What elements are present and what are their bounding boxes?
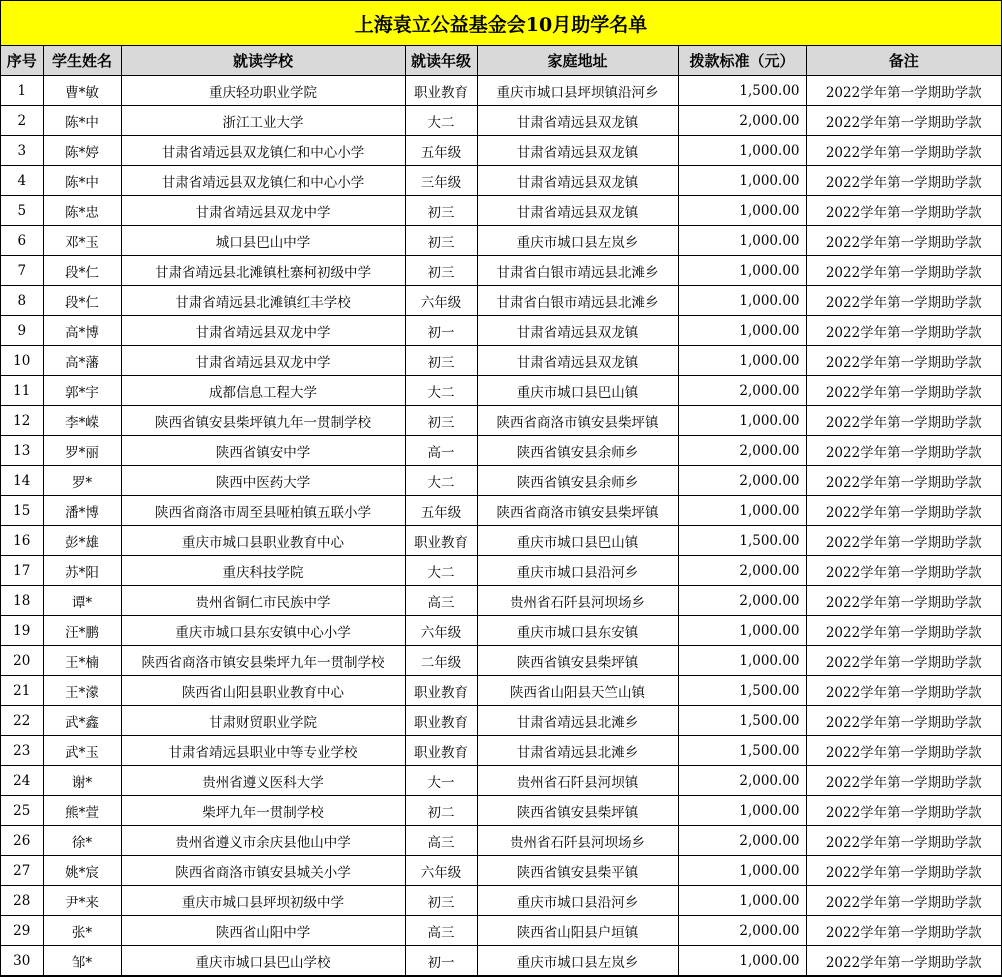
cell-address: 陕西省镇安县柴平镇 [477, 856, 678, 886]
cell-school: 浙江工业大学 [121, 106, 405, 136]
cell-address: 甘肃省靖远县双龙镇 [477, 106, 678, 136]
cell-address: 贵州省石阡县河坝场乡 [477, 826, 678, 856]
cell-grade: 初三 [405, 226, 477, 256]
cell-amount: 2,000.00 [678, 766, 806, 796]
cell-student-name: 李*嵘 [43, 406, 121, 436]
cell-student-name: 潘*博 [43, 496, 121, 526]
cell-note: 2022学年第一学期助学款 [806, 826, 1001, 856]
cell-note: 2022学年第一学期助学款 [806, 856, 1001, 886]
cell-address: 甘肃省靖远县北滩乡 [477, 706, 678, 736]
cell-index: 21 [1, 676, 43, 706]
cell-school: 陕西中医药大学 [121, 466, 405, 496]
cell-grade: 高三 [405, 826, 477, 856]
cell-index: 28 [1, 886, 43, 916]
cell-index: 12 [1, 406, 43, 436]
cell-grade: 高三 [405, 586, 477, 616]
cell-address: 甘肃省白银市靖远县北滩乡 [477, 286, 678, 316]
cell-student-name: 陈*中 [43, 166, 121, 196]
cell-school: 陕西省镇安县柴坪镇九年一贯制学校 [121, 406, 405, 436]
table-row [1, 796, 1001, 826]
table-row [1, 826, 1001, 856]
cell-address: 重庆市城口县沿河乡 [477, 556, 678, 586]
cell-index: 16 [1, 526, 43, 556]
cell-student-name: 谭* [43, 586, 121, 616]
cell-amount: 1,000.00 [678, 136, 806, 166]
cell-school: 甘肃省靖远县北滩镇红丰学校 [121, 286, 405, 316]
cell-school: 甘肃省靖远县北滩镇杜寨柯初级中学 [121, 256, 405, 286]
cell-amount: 1,000.00 [678, 316, 806, 346]
cell-note: 2022学年第一学期助学款 [806, 946, 1001, 976]
cell-student-name: 王*濛 [43, 676, 121, 706]
table-row [1, 346, 1001, 376]
cell-student-name: 尹*来 [43, 886, 121, 916]
cell-student-name: 曹*敏 [43, 76, 121, 106]
header-grade: 就读年级 [405, 46, 477, 76]
cell-school: 陕西省山阳中学 [121, 916, 405, 946]
cell-note: 2022学年第一学期助学款 [806, 106, 1001, 136]
cell-index: 7 [1, 256, 43, 286]
header-row [1, 46, 1001, 76]
cell-note: 2022学年第一学期助学款 [806, 796, 1001, 826]
table-row [1, 766, 1001, 796]
cell-student-name: 段*仁 [43, 256, 121, 286]
cell-school: 陕西省镇安中学 [121, 436, 405, 466]
cell-amount: 1,000.00 [678, 856, 806, 886]
table-row [1, 466, 1001, 496]
cell-amount: 2,000.00 [678, 556, 806, 586]
cell-note: 2022学年第一学期助学款 [806, 256, 1001, 286]
cell-student-name: 王*楠 [43, 646, 121, 676]
cell-student-name: 段*仁 [43, 286, 121, 316]
cell-school: 城口县巴山中学 [121, 226, 405, 256]
cell-amount: 2,000.00 [678, 466, 806, 496]
cell-amount: 1,500.00 [678, 706, 806, 736]
table-row [1, 646, 1001, 676]
header-student-name: 学生姓名 [43, 46, 121, 76]
table-row [1, 496, 1001, 526]
cell-address: 甘肃省白银市靖远县北滩乡 [477, 256, 678, 286]
cell-index: 11 [1, 376, 43, 406]
cell-index: 14 [1, 466, 43, 496]
cell-student-name: 郭*宇 [43, 376, 121, 406]
table-row [1, 946, 1001, 976]
cell-note: 2022学年第一学期助学款 [806, 436, 1001, 466]
cell-student-name: 武*鑫 [43, 706, 121, 736]
cell-index: 30 [1, 946, 43, 976]
cell-note: 2022学年第一学期助学款 [806, 496, 1001, 526]
cell-index: 26 [1, 826, 43, 856]
cell-note: 2022学年第一学期助学款 [806, 346, 1001, 376]
header-amount: 拨款标准（元） [678, 46, 806, 76]
cell-school: 陕西省山阳县职业教育中心 [121, 676, 405, 706]
cell-amount: 1,000.00 [678, 286, 806, 316]
cell-index: 23 [1, 736, 43, 766]
table-row [1, 166, 1001, 196]
cell-index: 1 [1, 76, 43, 106]
cell-note: 2022学年第一学期助学款 [806, 406, 1001, 436]
cell-index: 25 [1, 796, 43, 826]
cell-grade: 初二 [405, 796, 477, 826]
cell-address: 重庆市城口县东安镇 [477, 616, 678, 646]
cell-address: 甘肃省靖远县北滩乡 [477, 736, 678, 766]
header-address: 家庭地址 [477, 46, 678, 76]
cell-student-name: 陈*婷 [43, 136, 121, 166]
cell-grade: 大二 [405, 376, 477, 406]
cell-grade: 大二 [405, 466, 477, 496]
cell-address: 陕西省镇安县余师乡 [477, 436, 678, 466]
cell-amount: 2,000.00 [678, 376, 806, 406]
cell-student-name: 罗* [43, 466, 121, 496]
cell-student-name: 汪*鹏 [43, 616, 121, 646]
cell-grade: 职业教育 [405, 526, 477, 556]
cell-grade: 初一 [405, 316, 477, 346]
cell-school: 甘肃省靖远县职业中等专业学校 [121, 736, 405, 766]
cell-note: 2022学年第一学期助学款 [806, 196, 1001, 226]
cell-student-name: 姚*宸 [43, 856, 121, 886]
cell-school: 甘肃省靖远县双龙中学 [121, 346, 405, 376]
cell-note: 2022学年第一学期助学款 [806, 316, 1001, 346]
cell-index: 5 [1, 196, 43, 226]
cell-grade: 初三 [405, 196, 477, 226]
cell-note: 2022学年第一学期助学款 [806, 646, 1001, 676]
cell-student-name: 张* [43, 916, 121, 946]
cell-note: 2022学年第一学期助学款 [806, 616, 1001, 646]
cell-address: 甘肃省靖远县双龙镇 [477, 346, 678, 376]
cell-amount: 2,000.00 [678, 586, 806, 616]
cell-note: 2022学年第一学期助学款 [806, 286, 1001, 316]
cell-index: 13 [1, 436, 43, 466]
cell-school: 贵州省铜仁市民族中学 [121, 586, 405, 616]
cell-amount: 1,000.00 [678, 796, 806, 826]
cell-index: 18 [1, 586, 43, 616]
cell-student-name: 苏*阳 [43, 556, 121, 586]
cell-student-name: 邹* [43, 946, 121, 976]
cell-amount: 1,000.00 [678, 226, 806, 256]
table-row [1, 136, 1001, 166]
cell-address: 陕西省镇安县柴坪镇 [477, 646, 678, 676]
cell-student-name: 罗*丽 [43, 436, 121, 466]
table-row [1, 316, 1001, 346]
cell-address: 贵州省石阡县河坝镇 [477, 766, 678, 796]
cell-note: 2022学年第一学期助学款 [806, 916, 1001, 946]
cell-address: 陕西省镇安县柴坪镇 [477, 796, 678, 826]
cell-note: 2022学年第一学期助学款 [806, 676, 1001, 706]
table-row [1, 706, 1001, 736]
cell-index: 4 [1, 166, 43, 196]
cell-amount: 1,000.00 [678, 166, 806, 196]
cell-grade: 初三 [405, 886, 477, 916]
cell-note: 2022学年第一学期助学款 [806, 136, 1001, 166]
cell-index: 10 [1, 346, 43, 376]
cell-amount: 1,000.00 [678, 616, 806, 646]
cell-amount: 1,500.00 [678, 736, 806, 766]
cell-index: 19 [1, 616, 43, 646]
table-row [1, 526, 1001, 556]
cell-school: 甘肃省靖远县双龙镇仁和中心小学 [121, 166, 405, 196]
cell-index: 22 [1, 706, 43, 736]
cell-school: 柴坪九年一贯制学校 [121, 796, 405, 826]
cell-note: 2022学年第一学期助学款 [806, 736, 1001, 766]
cell-school: 重庆市城口县东安镇中心小学 [121, 616, 405, 646]
table-row [1, 736, 1001, 766]
cell-grade: 六年级 [405, 616, 477, 646]
cell-grade: 五年级 [405, 496, 477, 526]
cell-amount: 1,500.00 [678, 676, 806, 706]
cell-index: 2 [1, 106, 43, 136]
table-row [1, 226, 1001, 256]
cell-student-name: 武*玉 [43, 736, 121, 766]
cell-school: 重庆市城口县坪坝初级中学 [121, 886, 405, 916]
cell-index: 29 [1, 916, 43, 946]
table-row [1, 376, 1001, 406]
cell-note: 2022学年第一学期助学款 [806, 466, 1001, 496]
table-row [1, 106, 1001, 136]
cell-student-name: 陈*忠 [43, 196, 121, 226]
sheet-title: 上海袁立公益基金会10月助学名单 [1, 1, 1001, 46]
cell-index: 17 [1, 556, 43, 586]
cell-index: 24 [1, 766, 43, 796]
cell-index: 20 [1, 646, 43, 676]
cell-address: 贵州省石阡县河坝场乡 [477, 586, 678, 616]
cell-amount: 1,000.00 [678, 406, 806, 436]
cell-grade: 大二 [405, 106, 477, 136]
table-row [1, 196, 1001, 226]
student-aid-table [1, 46, 1001, 976]
cell-grade: 初三 [405, 406, 477, 436]
cell-student-name: 高*博 [43, 316, 121, 346]
cell-address: 陕西省镇安县余师乡 [477, 466, 678, 496]
cell-grade: 职业教育 [405, 676, 477, 706]
cell-address: 重庆市城口县左岚乡 [477, 226, 678, 256]
cell-grade: 初三 [405, 346, 477, 376]
cell-note: 2022学年第一学期助学款 [806, 556, 1001, 586]
cell-amount: 1,000.00 [678, 646, 806, 676]
header-note: 备注 [806, 46, 1001, 76]
cell-student-name: 徐* [43, 826, 121, 856]
cell-note: 2022学年第一学期助学款 [806, 886, 1001, 916]
cell-student-name: 陈*中 [43, 106, 121, 136]
table-row [1, 916, 1001, 946]
header-index: 序号 [1, 46, 43, 76]
table-row [1, 556, 1001, 586]
cell-address: 陕西省山阳县户垣镇 [477, 916, 678, 946]
cell-index: 15 [1, 496, 43, 526]
cell-grade: 初三 [405, 256, 477, 286]
table-row [1, 616, 1001, 646]
cell-index: 3 [1, 136, 43, 166]
cell-amount: 1,000.00 [678, 946, 806, 976]
table-row [1, 76, 1001, 106]
table-row [1, 886, 1001, 916]
cell-index: 6 [1, 226, 43, 256]
cell-grade: 五年级 [405, 136, 477, 166]
cell-index: 27 [1, 856, 43, 886]
cell-school: 甘肃财贸职业学院 [121, 706, 405, 736]
table-row [1, 856, 1001, 886]
cell-grade: 大一 [405, 766, 477, 796]
cell-student-name: 邓*玉 [43, 226, 121, 256]
cell-grade: 职业教育 [405, 736, 477, 766]
cell-grade: 六年级 [405, 856, 477, 886]
cell-note: 2022学年第一学期助学款 [806, 376, 1001, 406]
cell-school: 甘肃省靖远县双龙镇仁和中心小学 [121, 136, 405, 166]
cell-note: 2022学年第一学期助学款 [806, 526, 1001, 556]
cell-note: 2022学年第一学期助学款 [806, 586, 1001, 616]
cell-address: 甘肃省靖远县双龙镇 [477, 196, 678, 226]
cell-student-name: 彭*雄 [43, 526, 121, 556]
cell-amount: 1,000.00 [678, 256, 806, 286]
cell-grade: 六年级 [405, 286, 477, 316]
table-row [1, 676, 1001, 706]
header-school: 就读学校 [121, 46, 405, 76]
cell-address: 陕西省山阳县天竺山镇 [477, 676, 678, 706]
cell-school: 贵州省遵义市余庆县他山中学 [121, 826, 405, 856]
cell-amount: 1,000.00 [678, 496, 806, 526]
cell-note: 2022学年第一学期助学款 [806, 166, 1001, 196]
cell-grade: 高一 [405, 436, 477, 466]
cell-grade: 三年级 [405, 166, 477, 196]
cell-amount: 2,000.00 [678, 826, 806, 856]
cell-school: 甘肃省靖远县双龙中学 [121, 316, 405, 346]
cell-address: 重庆市城口县沿河乡 [477, 886, 678, 916]
cell-school: 陕西省商洛市镇安县柴坪九年一贯制学校 [121, 646, 405, 676]
cell-amount: 2,000.00 [678, 436, 806, 466]
cell-grade: 高三 [405, 916, 477, 946]
cell-note: 2022学年第一学期助学款 [806, 766, 1001, 796]
cell-school: 陕西省商洛市镇安县城关小学 [121, 856, 405, 886]
cell-school: 成都信息工程大学 [121, 376, 405, 406]
table-row [1, 256, 1001, 286]
cell-student-name: 高*藩 [43, 346, 121, 376]
cell-grade: 大二 [405, 556, 477, 586]
cell-note: 2022学年第一学期助学款 [806, 76, 1001, 106]
cell-address: 甘肃省靖远县双龙镇 [477, 136, 678, 166]
cell-grade: 初一 [405, 946, 477, 976]
cell-school: 甘肃省靖远县双龙中学 [121, 196, 405, 226]
cell-note: 2022学年第一学期助学款 [806, 706, 1001, 736]
cell-amount: 1,000.00 [678, 886, 806, 916]
cell-grade: 二年级 [405, 646, 477, 676]
cell-amount: 2,000.00 [678, 916, 806, 946]
table-row [1, 586, 1001, 616]
cell-address: 甘肃省靖远县双龙镇 [477, 166, 678, 196]
table-row [1, 436, 1001, 466]
cell-student-name: 熊*萱 [43, 796, 121, 826]
table-row [1, 286, 1001, 316]
cell-address: 重庆市城口县巴山镇 [477, 526, 678, 556]
cell-student-name: 谢* [43, 766, 121, 796]
cell-amount: 1,500.00 [678, 526, 806, 556]
cell-address: 甘肃省靖远县双龙镇 [477, 316, 678, 346]
cell-address: 陕西省商洛市镇安县柴坪镇 [477, 406, 678, 436]
cell-school: 重庆轻功职业学院 [121, 76, 405, 106]
cell-grade: 职业教育 [405, 706, 477, 736]
cell-school: 重庆科技学院 [121, 556, 405, 586]
cell-address: 陕西省商洛市镇安县柴坪镇 [477, 496, 678, 526]
cell-amount: 1,000.00 [678, 196, 806, 226]
cell-note: 2022学年第一学期助学款 [806, 226, 1001, 256]
cell-address: 重庆市城口县坪坝镇沿河乡 [477, 76, 678, 106]
cell-address: 重庆市城口县左岚乡 [477, 946, 678, 976]
cell-grade: 职业教育 [405, 76, 477, 106]
cell-school: 贵州省遵义医科大学 [121, 766, 405, 796]
cell-school: 陕西省商洛市周至县哑柏镇五联小学 [121, 496, 405, 526]
cell-index: 8 [1, 286, 43, 316]
table-row [1, 406, 1001, 436]
cell-amount: 2,000.00 [678, 106, 806, 136]
cell-index: 9 [1, 316, 43, 346]
cell-school: 重庆市城口县巴山学校 [121, 946, 405, 976]
cell-school: 重庆市城口县职业教育中心 [121, 526, 405, 556]
cell-amount: 1,500.00 [678, 76, 806, 106]
cell-address: 重庆市城口县巴山镇 [477, 376, 678, 406]
cell-amount: 1,000.00 [678, 346, 806, 376]
